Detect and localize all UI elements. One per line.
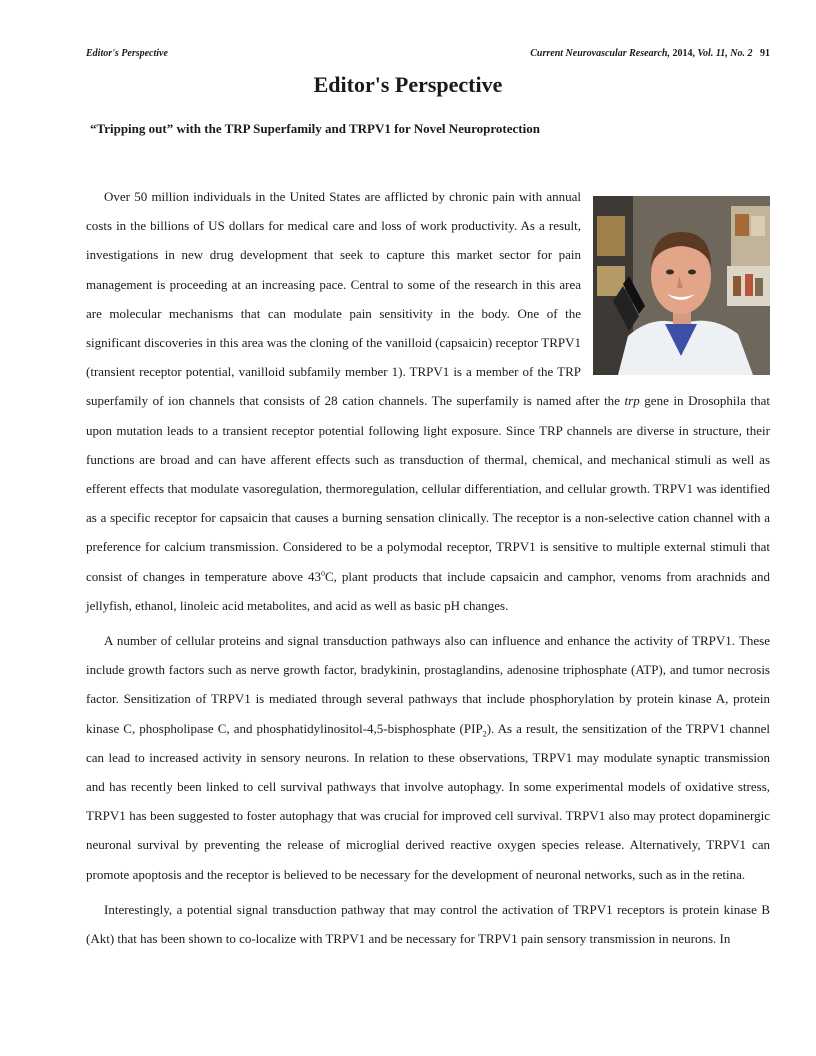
trp-gene-term: trp	[624, 393, 640, 409]
paragraph-1-part-b: gene in Drosophila that upon mutation leads to a transient receptor potential following light exposure. Since TRP channels are diverse in structure, their functions are broad and can have afferent effects such as transduction of thermal, chemical, and mechanical stimuli as well as efferent effects that modulate vasoregulation, thermoregulation, cellular differentiation, and cellular growth. TRPV1 was identified as a specific receptor for capsaicin that causes a burning sensation clinically. The receptor is a non-selective cation channel with a preference for calcium transmission. Considered to be a polymodal receptor, TRPV1 is sensitive to multiple external stimuli that consist of changes in temperature above 43	[86, 393, 770, 584]
paragraph-1-part-a: Over 50 million individuals in the United States are afflicted by chronic pain with annual costs in the billions of US dollars for medical care and loss of work productivity. As a result, investigations in new drug development that seek to capture this market sector for pain management is proceeding at an increasing pace. Central to some of the research in this area are molecular mechanisms that can modulate pain sensitivity in the body. One of the significant discoveries in this area was the cloning of the vanilloid (capsaicin) receptor TRPV1 (transient receptor potential, vanilloid subfamily member 1). TRPV1 is a member of the TRP superfamily of ion channels that consists of 28 cation channels. The superfamily is named after the	[86, 189, 625, 409]
header-page-number: 91	[760, 48, 770, 59]
article-title: “Tripping out” with the TRP Superfamily and TRPV1 for Novel Neuroprotection	[90, 121, 540, 136]
header-journal-citation	[530, 48, 770, 59]
header-volume-issue: Vol. 11, No. 2	[697, 48, 753, 59]
paragraph-1-part-c: C, plant products that include capsaicin and camphor, venoms from arachnids and jellyfish, ethanol, linoleic acid metabolites, and acid as well as basic pH changes.	[86, 568, 770, 613]
header-journal-name: Current Neurovascular Research,	[530, 48, 670, 59]
page-title: Editor's Perspective	[313, 72, 503, 97]
editor-photo	[593, 196, 770, 375]
editor-portrait-image	[593, 196, 770, 375]
paragraph-2-part-b: ). As a result, the sensitization of the TRPV1 channel can lead to increased activity in sensory neurons. In relation to these observations, TRPV1 may modulate synaptic transmission and has recently been linked to cell survival pathways that involve autophagy. In some experimental models of oxidative stress, TRPV1 has been suggested to foster autophagy that was crucial for improved cell survival. TRPV1 also may protect dopaminergic neuronal survival by preventing the release of microglial derived reactive oxygen species release. Alternatively, TRPV1 can promote apoptosis and the receptor is believed to be necessary for the development of neuronal networks, such as in the retina.	[86, 720, 770, 882]
running-header	[86, 48, 770, 59]
degree-symbol: o	[321, 568, 325, 578]
paragraph-2-part-a: A number of cellular proteins and signal transduction pathways also can influence and enhance the activity of TRPV1. These include growth factors such as nerve growth factor, bradykinin, prostaglandins, adenosine triphosphate (ATP), and tumor necrosis factor. Sensitization of TRPV1 is mediated through several pathways that include phosphorylation by protein kinase A, protein kinase C, phospholipase C, and phosphatidylinositol-4,5-bisphosphate (PIP	[86, 633, 770, 736]
paragraph-3: Interestingly, a potential signal transduction pathway that may control the activation of TRPV1 receptors is protein kinase B (Akt) that has been shown to co-localize with TRPV1 and be necessary for TRPV1 pain sensory transmission in neurons. In	[86, 901, 770, 947]
article-body	[86, 182, 770, 959]
header-section-label: Editor's Perspective	[86, 48, 168, 59]
pip2-subscript: 2	[482, 729, 487, 739]
paragraph-2	[86, 626, 770, 889]
header-year: 2014,	[672, 48, 695, 59]
